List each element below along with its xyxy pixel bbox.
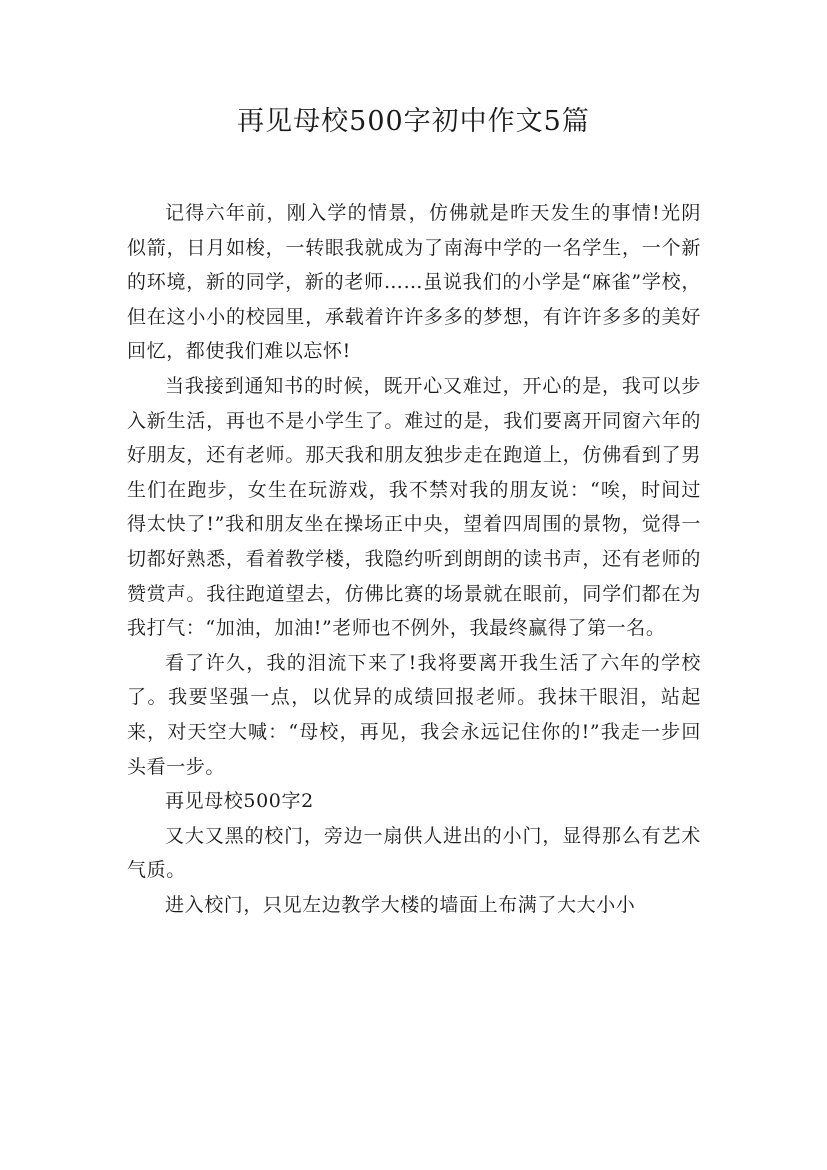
paragraph-2: 当我接到通知书的时候，既开心又难过，开心的是，我可以步入新生活，再也不是小学生了。难过的是，我们要离开同窗六年的好朋友，还有老师。那天我和朋友独步走在跑道上，仿佛看到了男生们在跑步，女生在玩游戏，我不禁对我的朋友说：“唉，时间过得太快了!”我和朋友坐在操场正中央，望着四周围的景物，觉得一切都好熟悉，看着教学楼，我隐约听到朗朗的读书声，还有老师的赞赏声。我往跑道望去，仿佛比赛的场景就在眼前，同学们都在为我打气：“加油，加油!”老师也不例外，我最终赢得了第一名。: [127, 374, 701, 640]
paragraph-5: 进入校门，只见左边教学大楼的墙面上布满了大大小小: [165, 893, 636, 916]
document-body: [127, 196, 701, 922]
section-heading: 再见母校500字2: [165, 790, 314, 813]
paragraph-1: 记得六年前，刚入学的情景，仿佛就是昨天发生的事情!光阴似箭，日月如梭，一转眼我就成为了南海中学的一名学生，一个新的环境，新的同学，新的老师……虽说我们的小学是“麻雀”学校，但在这小小的校园里，承载着许许多多的梦想，有许许多多的美好回忆，都使我们难以忘怀!: [127, 202, 701, 363]
document-title: 再见母校500字初中作文5篇: [237, 106, 590, 137]
paragraph-4: 又大又黑的校门，旁边一扇供人进出的小门，显得那么有艺术气质。: [127, 824, 701, 882]
paragraph-3: 看了许久，我的泪流下来了!我将要离开我生活了六年的学校了。我要坚强一点，以优异的成绩回报老师。我抹干眼泪，站起来，对天空大喊：“母校，再见，我会永远记住你的!”我走一步回头看一步。: [127, 651, 701, 778]
